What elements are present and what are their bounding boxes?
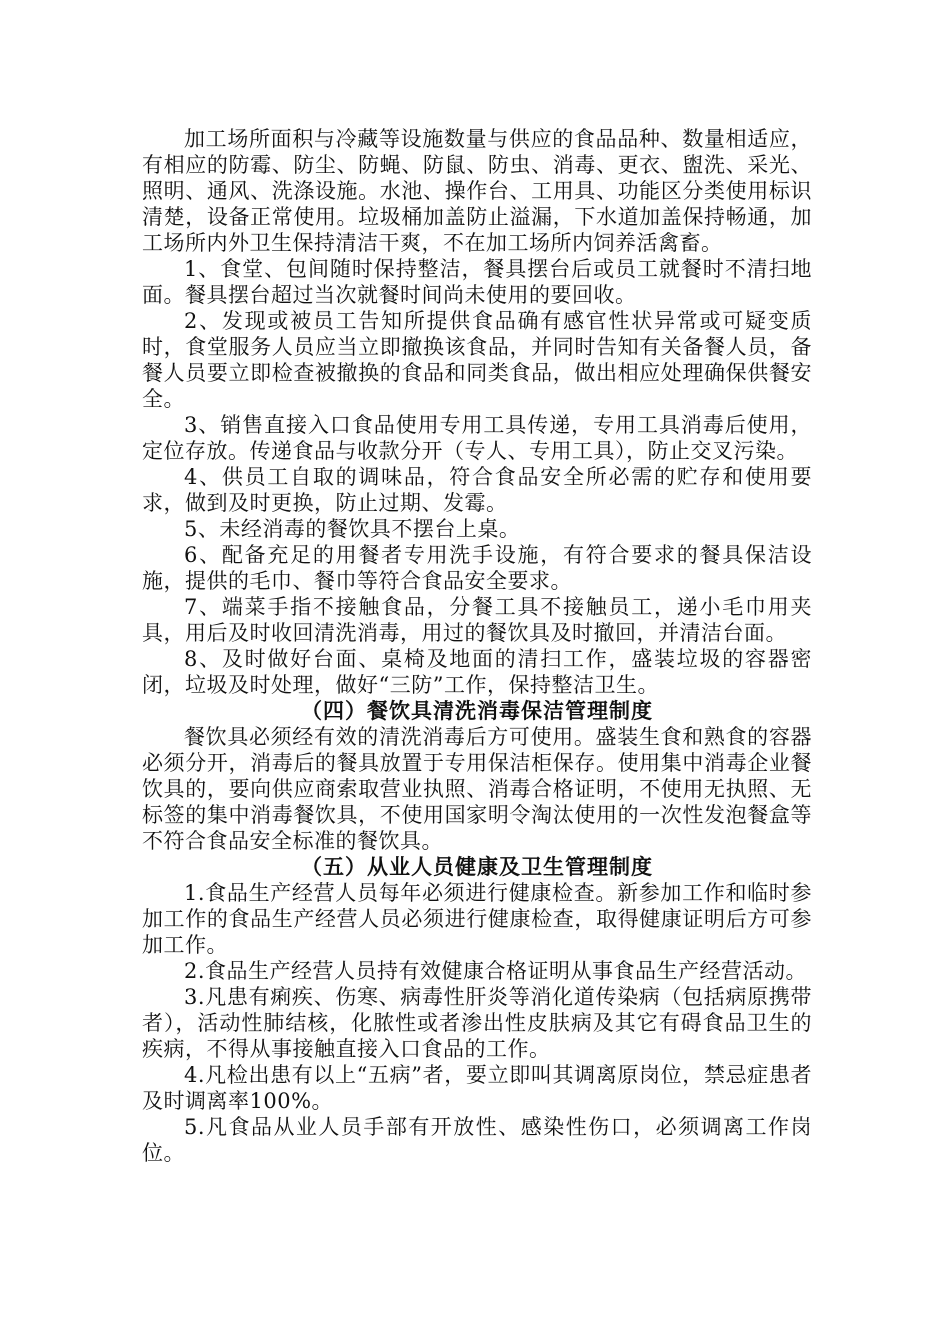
section-heading: （四）餐饮具清洗消毒保洁管理制度	[301, 698, 653, 723]
body-paragraph: 加工场所面积与冷藏等设施数量与供应的食品品种、数量相适应，有相应的防霉、防尘、防蝇、防鼠、防虫、消毒、更衣、盥洗、采光、照明、通风、洗涤设施。水池、操作台、工用具、功能区分类使用标识清楚，设备正常使用。垃圾桶加盖防止溢漏，下水道加盖保持畅通，加工场所内外卫生保持清洁干爽，不在加工场所内饲养活禽畜。	[142, 127, 812, 255]
body-paragraph: 1.食品生产经营人员每年必须进行健康检查。新参加工作和临时参加工作的食品生产经营人员必须进行健康检查，取得健康证明后方可参加工作。	[142, 881, 812, 957]
body-paragraph: 4.凡检出患有以上“五病”者，要立即叫其调离原岗位，禁忌症患者及时调离率100%。	[142, 1063, 812, 1113]
body-paragraph: 7、端菜手指不接触食品，分餐工具不接触员工，递小毛巾用夹具，用后及时收回清洗消毒，用过的餐饮具及时撤回，并清洁台面。	[142, 595, 812, 645]
body-paragraph: 餐饮具必须经有效的清洗消毒后方可使用。盛装生食和熟食的容器必须分开，消毒后的餐具放置于专用保洁柜保存。使用集中消毒企业餐饮具的，要向供应商索取营业执照、消毒合格证明，不使用无执照、无标签的集中消毒餐饮具，不使用国家明令淘汰使用的一次性发泡餐盒等不符合食品安全标准的餐饮具。	[142, 725, 812, 853]
body-paragraph: 4、供员工自取的调味品，符合食品安全所必需的贮存和使用要求，做到及时更换，防止过期、发霉。	[142, 465, 812, 515]
body-paragraph: 1、食堂、包间随时保持整洁，餐具摆台后或员工就餐时不清扫地面。餐具摆台超过当次就餐时间尚未使用的要回收。	[142, 257, 812, 307]
body-paragraph: 2、发现或被员工告知所提供食品确有感官性状异常或可疑变质时，食堂服务人员应当立即撤换该食品，并同时告知有关备餐人员，备餐人员要立即检查被撤换的食品和同类食品，做出相应处理确保供餐安全。	[142, 309, 812, 411]
document-body	[142, 126, 812, 1166]
body-paragraph: 8、及时做好台面、桌椅及地面的清扫工作，盛装垃圾的容器密闭，垃圾及时处理，做好“三防”工作，保持整洁卫生。	[142, 647, 812, 697]
section-heading: （五）从业人员健康及卫生管理制度	[301, 854, 653, 879]
body-paragraph: 3、销售直接入口食品使用专用工具传递，专用工具消毒后使用，定位存放。传递食品与收款分开（专人、专用工具），防止交叉污染。	[142, 413, 812, 463]
body-paragraph: 5.凡食品从业人员手部有开放性、感染性伤口，必须调离工作岗位。	[142, 1115, 812, 1165]
body-paragraph: 2.食品生产经营人员持有效健康合格证明从事食品生产经营活动。	[184, 959, 808, 983]
body-paragraph: 6、配备充足的用餐者专用洗手设施，有符合要求的餐具保洁设施，提供的毛巾、餐巾等符合食品安全要求。	[142, 543, 812, 593]
body-paragraph: 5、未经消毒的餐饮具不摆台上桌。	[184, 517, 521, 541]
body-paragraph: 3.凡患有痢疾、伤寒、病毒性肝炎等消化道传染病（包括病原携带者），活动性肺结核，化脓性或者渗出性皮肤病及其它有碍食品卫生的疾病，不得从事接触直接入口食品的工作。	[142, 985, 812, 1061]
